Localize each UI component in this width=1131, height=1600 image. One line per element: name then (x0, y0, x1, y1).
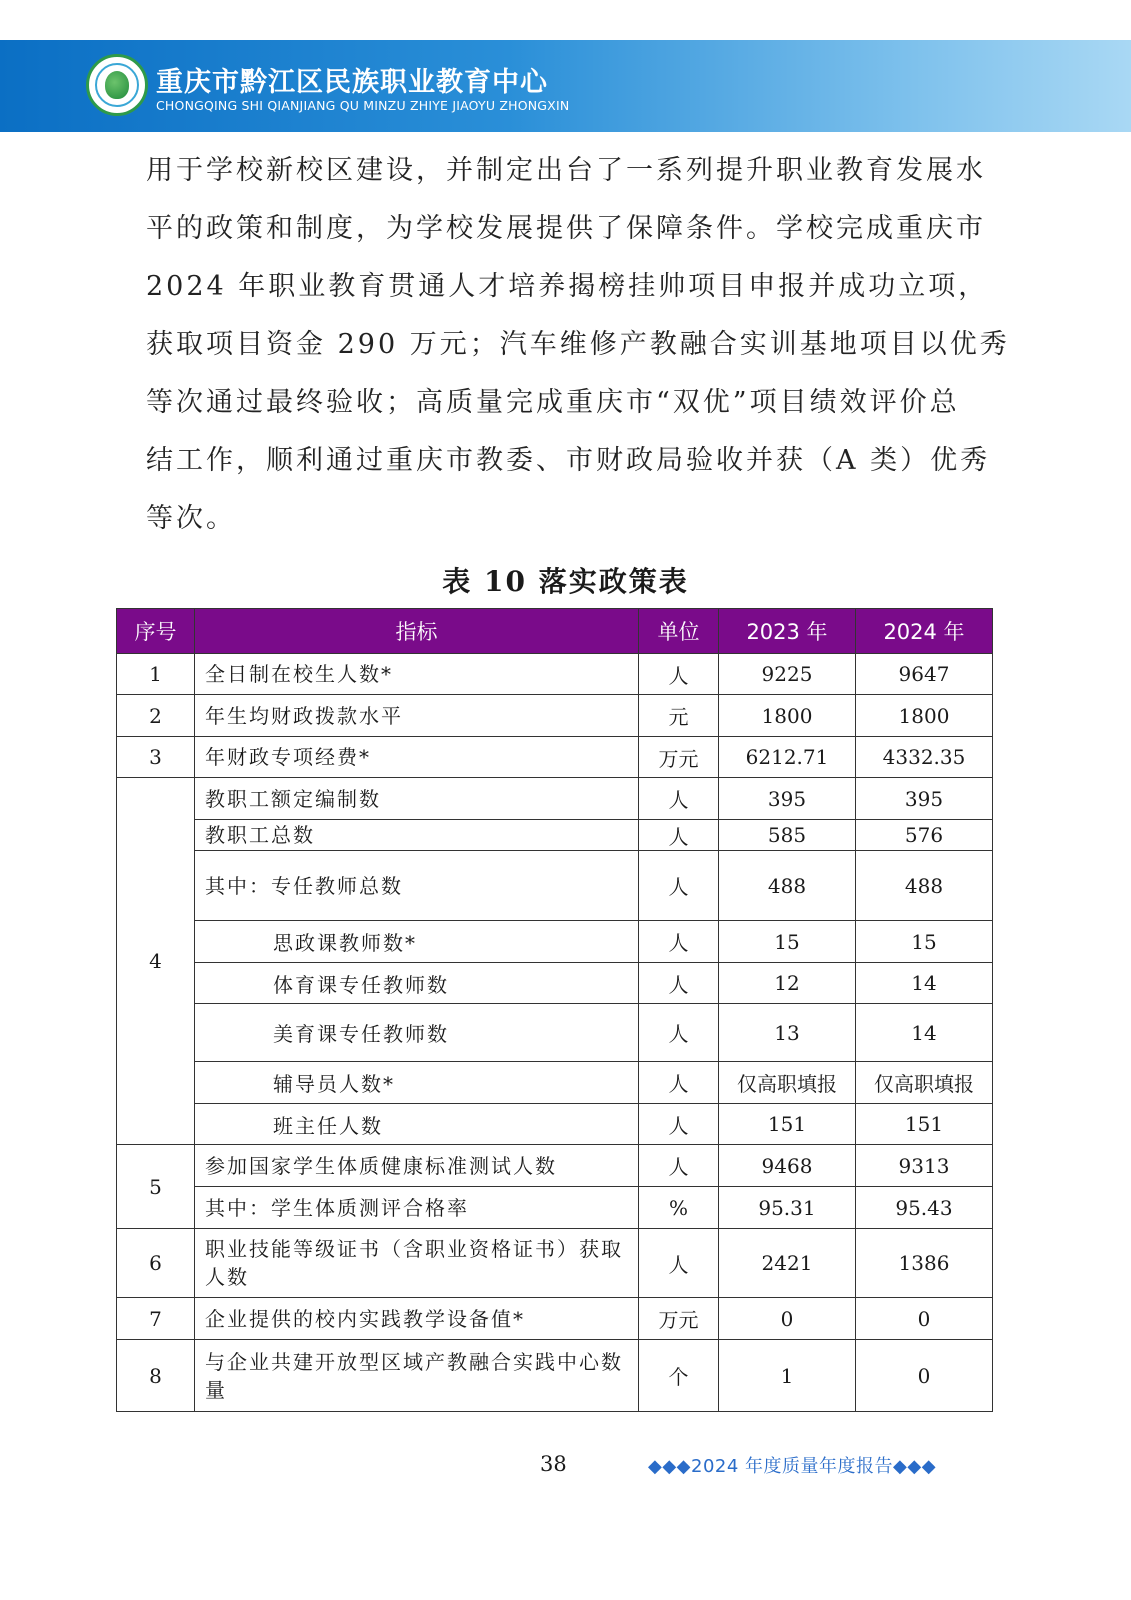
row-indicator: 教职工额定编制数 (195, 778, 639, 820)
row-unit: 人 (639, 1104, 719, 1145)
row-unit: 人 (639, 851, 719, 921)
row-2023: 585 (719, 820, 856, 851)
report-footer: ◆◆◆2024 年度质量年度报告◆◆◆ (648, 1456, 937, 1477)
row-2024: 9313 (856, 1145, 993, 1187)
page-header (0, 40, 1131, 132)
row-no: 4 (117, 778, 195, 1145)
row-no: 8 (117, 1340, 195, 1412)
row-2023: 151 (719, 1104, 856, 1145)
row-unit: % (639, 1187, 719, 1229)
header-indicator: 指标 (195, 609, 639, 654)
row-indicator: 企业提供的校内实践教学设备值* (195, 1298, 639, 1340)
row-indicator: 年生均财政拨款水平 (195, 695, 639, 737)
row-2023: 95.31 (719, 1187, 856, 1229)
policy-table (116, 608, 993, 1412)
row-2023: 2421 (719, 1229, 856, 1298)
school-logo (86, 54, 148, 116)
table-row (117, 778, 993, 820)
row-indicator: 班主任人数 (195, 1104, 639, 1145)
table-row (117, 654, 993, 695)
row-2023: 0 (719, 1298, 856, 1340)
header-no: 序号 (117, 609, 195, 654)
row-no: 5 (117, 1145, 195, 1229)
row-2023: 1 (719, 1340, 856, 1412)
row-2024: 仅高职填报 (856, 1062, 993, 1104)
row-2024: 1386 (856, 1229, 993, 1298)
table-row (117, 1104, 993, 1145)
row-unit: 人 (639, 1145, 719, 1187)
row-2024: 576 (856, 820, 993, 851)
row-unit: 人 (639, 963, 719, 1004)
school-name-pinyin: CHONGQING SHI QIANJIANG QU MINZU ZHIYE JIAOYU ZHONGXIN (156, 98, 570, 113)
row-no: 1 (117, 654, 195, 695)
row-2023: 6212.71 (719, 737, 856, 778)
row-unit: 人 (639, 1062, 719, 1104)
row-indicator: 职业技能等级证书（含职业资格证书）获取人数 (195, 1229, 639, 1298)
row-2024: 95.43 (856, 1187, 993, 1229)
row-indicator: 其中：学生体质测评合格率 (195, 1187, 639, 1229)
body-line: 等次。 (146, 503, 236, 534)
row-indicator: 体育课专任教师数 (195, 963, 639, 1004)
row-no: 3 (117, 737, 195, 778)
row-2023: 仅高职填报 (719, 1062, 856, 1104)
row-indicator: 与企业共建开放型区域产教融合实践中心数量 (195, 1340, 639, 1412)
table-row (117, 1340, 993, 1412)
row-2023: 395 (719, 778, 856, 820)
table-row (117, 695, 993, 737)
row-2024: 151 (856, 1104, 993, 1145)
row-indicator: 年财政专项经费* (195, 737, 639, 778)
row-no: 2 (117, 695, 195, 737)
row-2023: 9468 (719, 1145, 856, 1187)
row-2023: 488 (719, 851, 856, 921)
row-2024: 9647 (856, 654, 993, 695)
body-line: 结工作，顺利通过重庆市教委、市财政局验收并获（A 类）优秀 (146, 445, 991, 476)
school-name: 重庆市黔江区民族职业教育中心 (156, 67, 548, 98)
table-row (117, 737, 993, 778)
row-2024: 14 (856, 1004, 993, 1062)
row-indicator: 参加国家学生体质健康标准测试人数 (195, 1145, 639, 1187)
header-2023: 2023 年 (719, 609, 856, 654)
header-2024: 2024 年 (856, 609, 993, 654)
row-unit: 万元 (639, 1298, 719, 1340)
row-no: 6 (117, 1229, 195, 1298)
row-2024: 14 (856, 963, 993, 1004)
row-indicator: 教职工总数 (195, 820, 639, 851)
table-row (117, 1145, 993, 1187)
row-unit: 人 (639, 820, 719, 851)
row-2024: 0 (856, 1298, 993, 1340)
row-2023: 1800 (719, 695, 856, 737)
row-2024: 488 (856, 851, 993, 921)
table-row (117, 1187, 993, 1229)
table-row (117, 963, 993, 1004)
row-2024: 1800 (856, 695, 993, 737)
logo-emblem (105, 71, 129, 99)
row-indicator: 辅导员人数* (195, 1062, 639, 1104)
row-2023: 15 (719, 921, 856, 963)
table-row (117, 820, 993, 851)
table-row (117, 1062, 993, 1104)
page-number: 38 (540, 1452, 567, 1476)
table-row (117, 1229, 993, 1298)
header-unit: 单位 (639, 609, 719, 654)
row-unit: 人 (639, 921, 719, 963)
row-unit: 人 (639, 654, 719, 695)
row-indicator: 思政课教师数* (195, 921, 639, 963)
body-line: 等次通过最终验收；高质量完成重庆市“双优”项目绩效评价总 (146, 387, 960, 418)
row-indicator: 其中：专任教师总数 (195, 851, 639, 921)
body-line: 获取项目资金 290 万元；汽车维修产教融合实训基地项目以优秀 (146, 329, 1010, 360)
row-2024: 4332.35 (856, 737, 993, 778)
row-unit: 人 (639, 778, 719, 820)
row-unit: 万元 (639, 737, 719, 778)
body-line: 平的政策和制度，为学校发展提供了保障条件。学校完成重庆市 (146, 213, 986, 244)
table-caption: 表 10 落实政策表 (442, 565, 689, 598)
row-unit: 人 (639, 1229, 719, 1298)
row-unit: 人 (639, 1004, 719, 1062)
row-unit: 个 (639, 1340, 719, 1412)
table-row (117, 1004, 993, 1062)
row-indicator: 美育课专任教师数 (195, 1004, 639, 1062)
body-line: 2024 年职业教育贯通人才培养揭榜挂帅项目申报并成功立项， (146, 271, 989, 302)
row-2023: 12 (719, 963, 856, 1004)
row-2024: 395 (856, 778, 993, 820)
row-2023: 13 (719, 1004, 856, 1062)
table-row (117, 921, 993, 963)
table-header-row (117, 609, 993, 654)
row-indicator: 全日制在校生人数* (195, 654, 639, 695)
row-2024: 15 (856, 921, 993, 963)
body-line: 用于学校新校区建设，并制定出台了一系列提升职业教育发展水 (146, 155, 986, 186)
table-row (117, 1298, 993, 1340)
row-unit: 元 (639, 695, 719, 737)
row-no: 7 (117, 1298, 195, 1340)
row-2024: 0 (856, 1340, 993, 1412)
row-2023: 9225 (719, 654, 856, 695)
table-row (117, 851, 993, 921)
